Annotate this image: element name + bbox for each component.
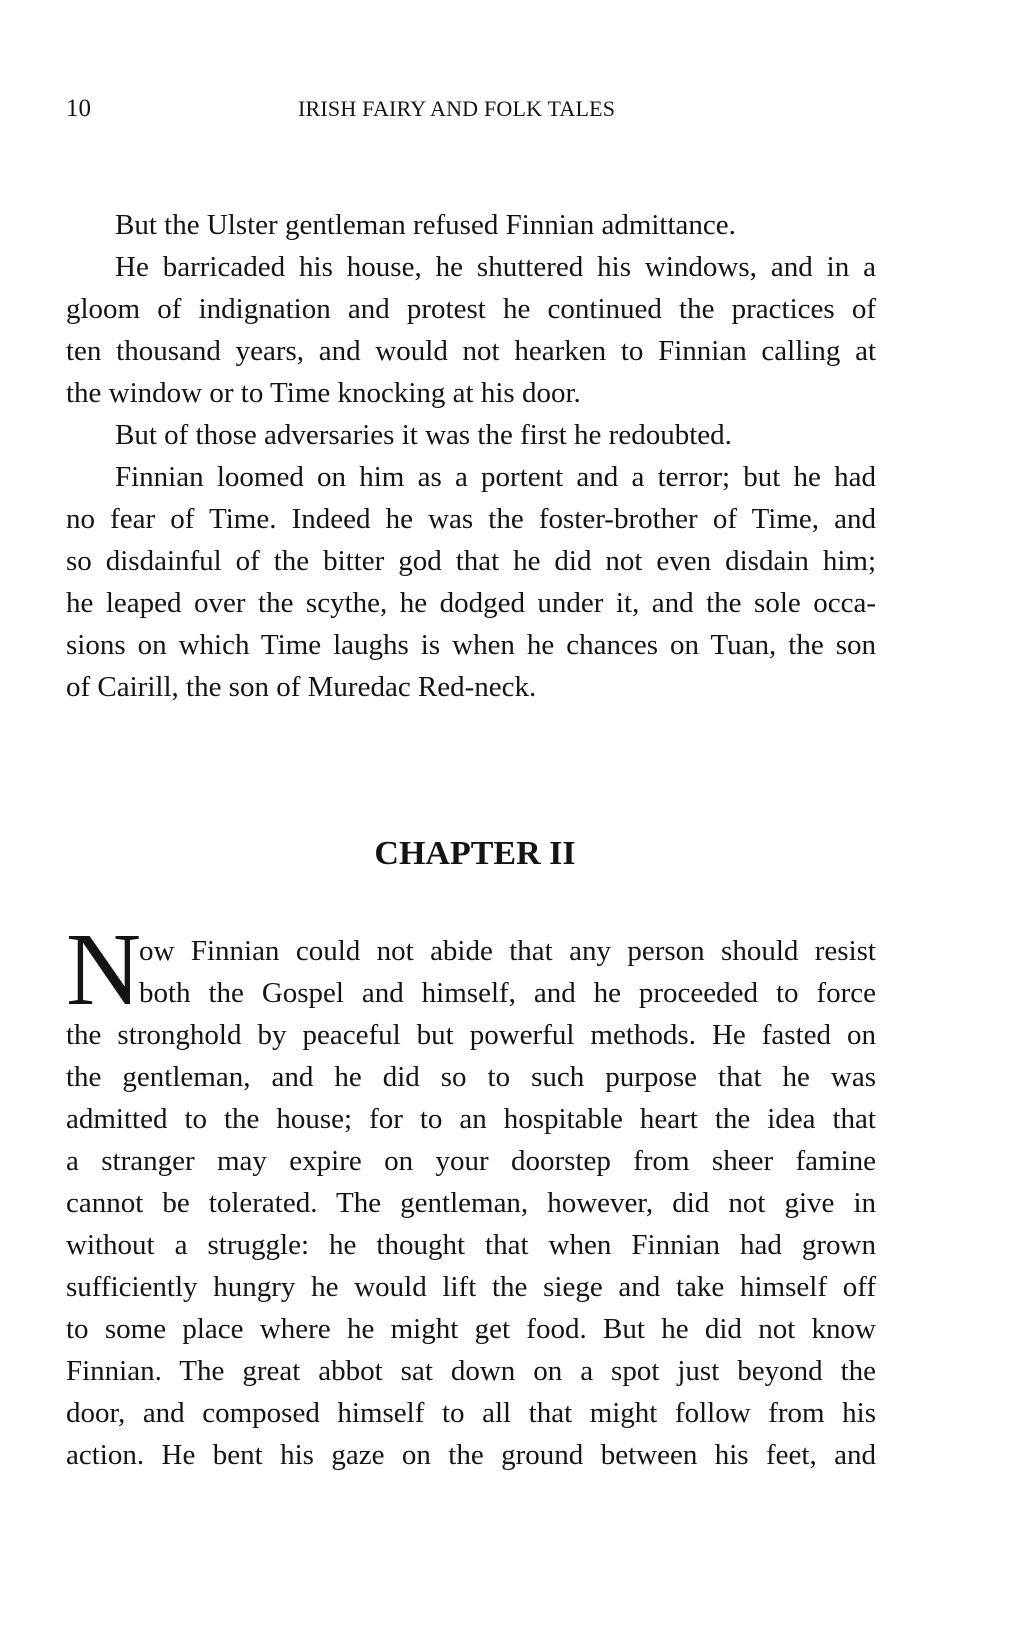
running-header (66, 92, 876, 126)
drop-cap: N (66, 912, 142, 1027)
chapter-two-text (66, 930, 876, 1476)
text-line: ow Finnian could not abide that any person should resist (139, 935, 876, 967)
text-line: no fear of Time. Indeed he was the foster-brother of Time, and (66, 503, 876, 535)
text-line: to some place where he might get food. But he did not know (66, 1313, 876, 1345)
text-line: the gentleman, and he did so to such purpose that he was (66, 1061, 876, 1093)
text-line: he leaped over the scythe, he dodged under it, and the sole occa- (66, 587, 876, 619)
text-line: Finnian loomed on him as a portent and a terror; but he had (115, 461, 876, 493)
text-line: sions on which Time laughs is when he chances on Tuan, the son (66, 629, 876, 661)
text-line: Finnian. The great abbot sat down on a spot just beyond the (66, 1355, 876, 1387)
text-line: so disdainful of the bitter god that he did not even disdain him; (66, 545, 876, 577)
text-line: admitted to the house; for to an hospitable heart the idea that (66, 1103, 876, 1135)
text-line: of Cairill, the son of Muredac Red-neck. (66, 671, 537, 703)
text-line: ten thousand years, and would not hearken to Finnian calling at (66, 335, 876, 367)
text-line: cannot be tolerated. The gentleman, however, did not give in (66, 1187, 876, 1219)
text-line: But of those adversaries it was the first he redoubted. (115, 419, 732, 451)
text-line: the window or to Time knocking at his door. (66, 377, 581, 409)
text-line: a stranger may expire on your doorstep from sheer famine (66, 1145, 876, 1177)
chapter-heading: CHAPTER II (374, 835, 576, 872)
running-title: IRISH FAIRY AND FOLK TALES (298, 96, 616, 121)
text-line: the stronghold by peaceful but powerful methods. He fasted on (66, 1019, 876, 1051)
text-line: gloom of indignation and protest he continued the practices of (66, 293, 876, 325)
text-line: without a struggle: he thought that when Finnian had grown (66, 1229, 876, 1261)
chapter-one-ending (66, 204, 876, 708)
page-number: 10 (66, 95, 91, 122)
text-line: both the Gospel and himself, and he proceeded to force (139, 977, 876, 1009)
text-line: door, and composed himself to all that might follow from his (66, 1397, 876, 1429)
text-line: But the Ulster gentleman refused Finnian admittance. (115, 209, 736, 241)
text-line: He barricaded his house, he shuttered his windows, and in a (115, 251, 876, 283)
text-line: action. He bent his gaze on the ground between his feet, and (66, 1439, 876, 1471)
text-line: sufficiently hungry he would lift the siege and take himself off (66, 1271, 876, 1303)
